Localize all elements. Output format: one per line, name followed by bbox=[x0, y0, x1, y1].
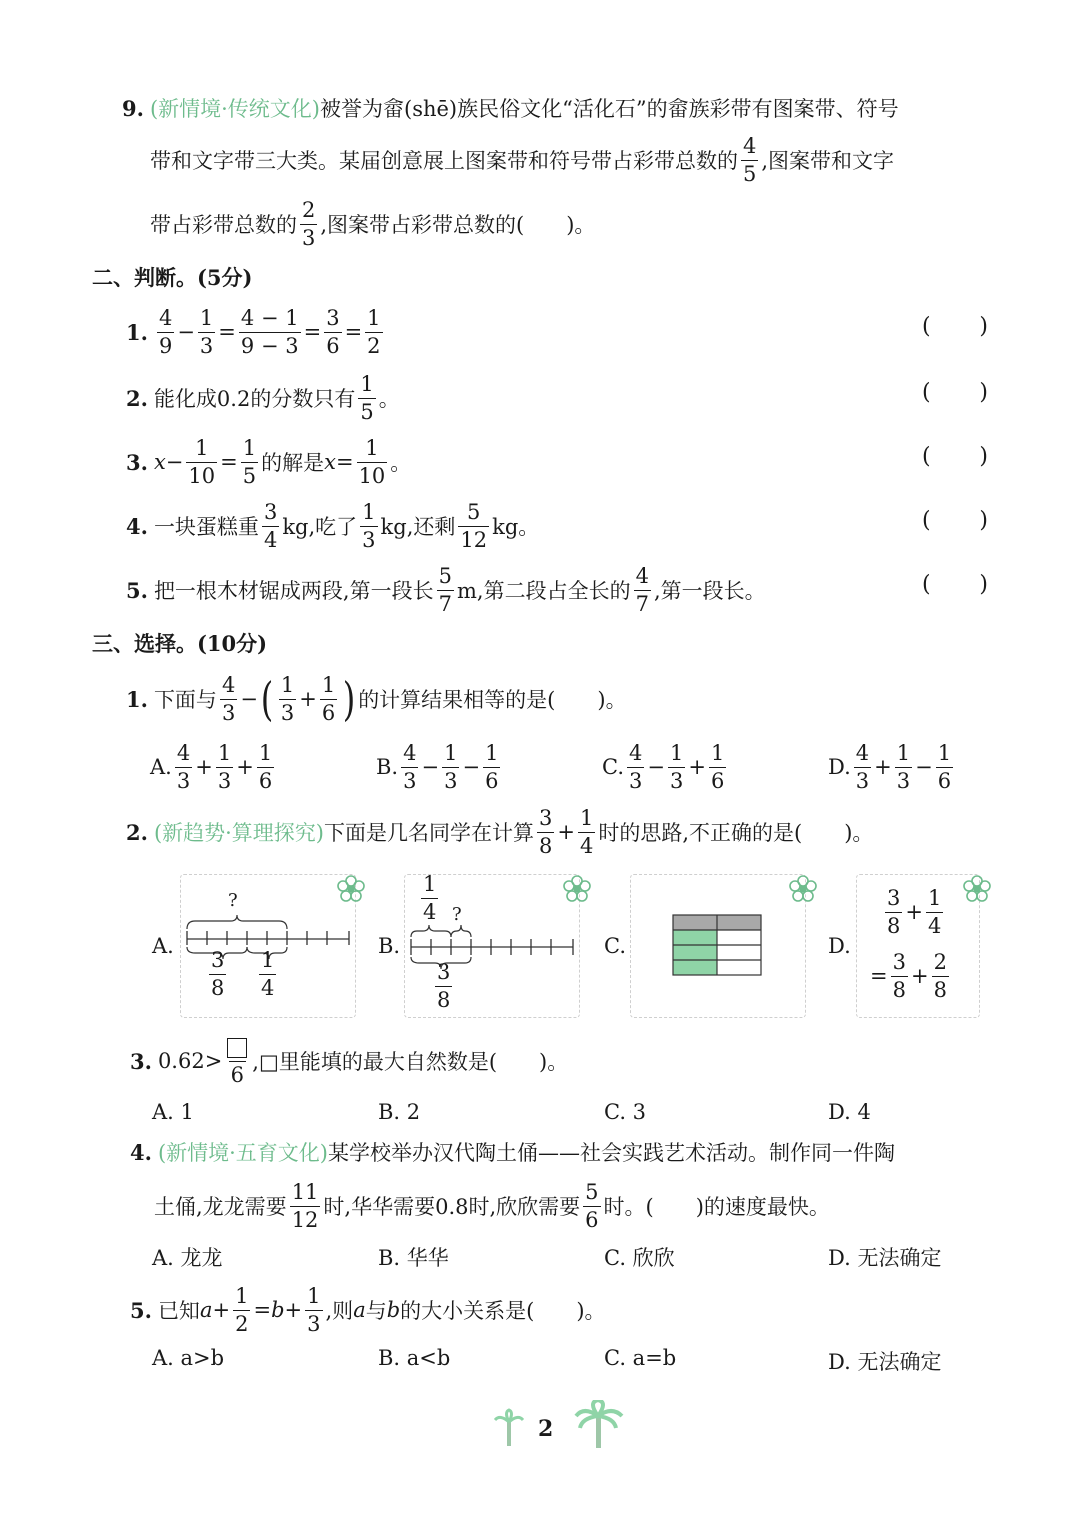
choice-4-line2 bbox=[154, 1178, 830, 1234]
judge-4-number: 4. bbox=[126, 513, 148, 539]
q9-line2 bbox=[150, 134, 894, 186]
choice-1-plus: + bbox=[299, 687, 317, 711]
judge-5-frac-b: $\frac{4}{7}$ bbox=[635, 563, 649, 616]
choice-1-frac-a: $\frac{4}{3}$ bbox=[221, 672, 236, 725]
choice-5-var-b: b bbox=[271, 1298, 285, 1322]
choice-3 bbox=[130, 1032, 568, 1090]
choice-2-frac-a: $\frac{3}{8}$ bbox=[539, 805, 553, 858]
choice-3-option-b[interactable]: B. 2 bbox=[378, 1100, 421, 1124]
section2-title: 二、判断。(5分) bbox=[92, 265, 253, 290]
choice-4-text-1: 某学校举办汉代陶土俑——社会实践艺术活动。制作同一件陶 bbox=[328, 1141, 895, 1165]
q9-text-2a: 带和文字带三大类。某届创意展上图案带和符号带占彩带总数的 bbox=[150, 149, 738, 173]
choice-2-frac-b: $\frac{1}{4}$ bbox=[579, 805, 594, 858]
choice-2-number: 2. bbox=[126, 819, 148, 845]
q9-number: 9. bbox=[122, 95, 144, 121]
choice-1-frac-b: $\frac{1}{3}$ bbox=[280, 672, 295, 725]
judge-3-var-x: x bbox=[153, 450, 166, 474]
judge-3-var-x2: x bbox=[324, 450, 336, 474]
option-b-frac-3-8: $\frac{3}{8}$ bbox=[437, 960, 451, 1012]
choice-2-option-c-box[interactable] bbox=[630, 874, 806, 1018]
q9-fraction-4-5: $\frac{4}{5}$ bbox=[743, 133, 757, 186]
judge-5-number: 5. bbox=[126, 577, 148, 603]
option-a-frac-3-8: $\frac{3}{8}$ bbox=[211, 948, 225, 1000]
judge-1-frac-b: $\frac{1}{3}$ bbox=[199, 305, 214, 358]
choice-2-label-c[interactable]: C. bbox=[604, 934, 626, 958]
judge-3-frac-a: $\frac{1}{10}$ bbox=[188, 435, 216, 488]
judge-3-number: 3. bbox=[126, 449, 148, 475]
palm-tree-icon bbox=[574, 1400, 624, 1450]
judge-2 bbox=[126, 370, 400, 426]
choice-3-number: 3. bbox=[130, 1048, 152, 1074]
choice-1-option-d[interactable]: D. $\frac{4}{3}$ + $\frac{1}{3}$ − $\frac{1}{6}$ bbox=[828, 740, 952, 793]
judge-3-minus: − bbox=[165, 450, 184, 474]
choice-4-frac-a: $\frac{11}{12}$ bbox=[291, 1179, 319, 1232]
choice-5-frac-b: $\frac{1}{3}$ bbox=[307, 1283, 321, 1336]
choice-2-plus: + bbox=[557, 820, 575, 844]
judge-3 bbox=[126, 434, 411, 490]
choice-2-label-a[interactable]: A. bbox=[152, 934, 174, 958]
choice-4-number: 4. bbox=[130, 1139, 152, 1165]
q9-text-3a: 带占彩带总数的 bbox=[150, 213, 297, 237]
q9-fraction-2-3: $\frac{2}{3}$ bbox=[302, 197, 316, 250]
choice-2-text-a: 下面是几名同学在计算 bbox=[324, 821, 534, 845]
judge-5-text-a: 把一根木材锯成两段,第一段长 bbox=[153, 579, 434, 603]
page-number: 2 bbox=[538, 1416, 554, 1442]
option-a-frac-1-4: $\frac{1}{4}$ bbox=[261, 948, 275, 1000]
judge-5 bbox=[126, 562, 766, 618]
choice-1-option-b[interactable]: B. $\frac{4}{3}$ − $\frac{1}{3}$ − $\frac{1}{6}$ bbox=[376, 740, 499, 793]
q9-text-1: 被誉为畲(shē)族民俗文化“活化石”的畲族彩带有图案带、符号 bbox=[320, 97, 899, 121]
q9-tag: (新情境·传统文化) bbox=[149, 97, 320, 121]
choice-5-frac-a: $\frac{1}{2}$ bbox=[235, 1283, 249, 1336]
choice-2 bbox=[126, 804, 873, 860]
judge-4 bbox=[126, 498, 539, 554]
judge-1-eq3: = bbox=[344, 320, 363, 344]
judge-3-frac-b: $\frac{1}{5}$ bbox=[242, 435, 257, 488]
choice-1-rparen: ) bbox=[342, 672, 356, 726]
q9-line3 bbox=[150, 198, 595, 250]
choice-5: 5. 已知 a + $\frac{1}{2}$ = b + $\frac{1}{3}$ ,则 a 与 b 的大小关系是( )。 bbox=[130, 1283, 606, 1336]
judge-5-text-b: m,第二段占全长的 bbox=[457, 579, 631, 603]
q9-text-2b: ,图案带和文字 bbox=[761, 149, 895, 173]
flower-icon bbox=[562, 874, 592, 904]
judge-4-text-a: 一块蛋糕重 bbox=[153, 515, 259, 539]
judge-1-answer-blank[interactable]: ( ) bbox=[922, 314, 988, 339]
judge-4-answer-blank[interactable]: ( ) bbox=[922, 508, 988, 533]
blank-square-icon bbox=[227, 1038, 247, 1058]
choice-5-text-a: 已知 bbox=[157, 1299, 200, 1323]
judge-2-answer-blank[interactable]: ( ) bbox=[922, 380, 988, 405]
option-d-line1: $\frac{3}{8}$ + $\frac{1}{4}$ bbox=[887, 885, 942, 938]
judge-1-eq1: = bbox=[218, 320, 236, 344]
judge-2-frac: $\frac{1}{5}$ bbox=[360, 371, 374, 424]
choice-4-line1 bbox=[130, 1136, 895, 1168]
choice-1-option-c[interactable]: C. $\frac{4}{3}$ − $\frac{1}{3}$ + $\frac{1}{6}$ bbox=[602, 740, 725, 793]
choice-3-text-b: ,□里能填的最大自然数是( )。 bbox=[252, 1050, 569, 1074]
palm-tree-icon bbox=[494, 1408, 524, 1448]
choice-4-option-a[interactable]: A. 龙龙 bbox=[152, 1246, 223, 1270]
judge-4-frac-b: $\frac{1}{3}$ bbox=[362, 499, 376, 552]
judge-1-number: 1. bbox=[126, 319, 148, 345]
choice-4-text-c: 时。( )的速度最快。 bbox=[603, 1195, 830, 1219]
judge-3-end: 。 bbox=[390, 451, 412, 475]
option-d-line2: = $\frac{3}{8}$ + $\frac{2}{8}$ bbox=[870, 949, 947, 1002]
flower-icon bbox=[336, 874, 366, 904]
choice-3-option-a[interactable]: A. 1 bbox=[152, 1100, 194, 1124]
choice-2-text-b: 时的思路,不正确的是( )。 bbox=[598, 821, 874, 845]
choice-1-number: 1. bbox=[126, 686, 148, 712]
judge-5-text-c: ,第一段长。 bbox=[653, 579, 766, 603]
q9-line1 bbox=[122, 92, 899, 124]
judge-1-frac-a: $\frac{4}{9}$ bbox=[158, 305, 173, 358]
choice-4-option-c[interactable]: C. 欣欣 bbox=[604, 1246, 675, 1270]
choice-3-frac-box: 6 bbox=[225, 1036, 249, 1086]
choice-4-text-b: 时,华华需要0.8时,欣欣需要 bbox=[323, 1195, 581, 1219]
option-b-question-mark: ? bbox=[452, 904, 462, 925]
choice-5-option-a[interactable]: A. a>b bbox=[152, 1346, 225, 1370]
judge-2-text-a: 能化成0.2的分数只有 bbox=[153, 387, 356, 411]
choice-5-option-c[interactable]: C. a=b bbox=[604, 1346, 677, 1370]
judge-5-frac-a: $\frac{5}{7}$ bbox=[438, 563, 452, 616]
q9-text-3b: ,图案带占彩带总数的( )。 bbox=[320, 213, 596, 237]
judge-2-text-b: 。 bbox=[378, 387, 400, 411]
choice-1-lparen: ( bbox=[260, 672, 274, 726]
option-b-frac-1-4: $\frac{1}{4}$ bbox=[423, 872, 437, 924]
judge-3-eq: = bbox=[220, 450, 238, 474]
choice-3-option-c[interactable]: C. 3 bbox=[604, 1100, 647, 1124]
judge-3-eq2: = bbox=[335, 450, 354, 474]
choice-1-frac-c: $\frac{1}{6}$ bbox=[321, 672, 336, 725]
judge-4-frac-a: $\frac{3}{4}$ bbox=[263, 499, 278, 552]
choice-1 bbox=[126, 670, 627, 728]
choice-3-option-d[interactable]: D. 4 bbox=[828, 1100, 871, 1124]
judge-5-answer-blank[interactable]: ( ) bbox=[922, 572, 988, 597]
option-c-grid-diagram bbox=[631, 875, 805, 1017]
judge-4-text-c: kg,还剩 bbox=[380, 515, 456, 539]
choice-1-text-b: 的计算结果相等的是( )。 bbox=[358, 688, 627, 712]
judge-1-frac-d: $\frac{3}{6}$ bbox=[326, 305, 340, 358]
choice-2-label-b[interactable]: B. bbox=[378, 934, 401, 958]
choice-5-option-d[interactable]: D. 无法确定 bbox=[828, 1350, 942, 1374]
judge-4-text-d: kg。 bbox=[492, 515, 540, 539]
choice-1-text-a: 下面与 bbox=[153, 688, 217, 712]
judge-1-eq2: = bbox=[303, 320, 322, 344]
choice-1-minus: − bbox=[240, 687, 258, 711]
judge-3-frac-c: $\frac{1}{10}$ bbox=[358, 435, 386, 488]
judge-1-frac-e: $\frac{1}{2}$ bbox=[367, 305, 381, 358]
judge-2-number: 2. bbox=[126, 385, 148, 411]
choice-4-option-d[interactable]: D. 无法确定 bbox=[828, 1246, 942, 1270]
flower-icon bbox=[788, 874, 818, 904]
choice-4-tag: (新情境·五育文化) bbox=[157, 1141, 328, 1165]
judge-4-text-b: kg,吃了 bbox=[282, 515, 358, 539]
choice-4-frac-b: $\frac{5}{6}$ bbox=[585, 1179, 599, 1232]
flower-icon bbox=[962, 874, 992, 904]
choice-5-number: 5. bbox=[130, 1297, 152, 1323]
judge-1-minus: − bbox=[177, 320, 195, 344]
choice-5-var-a: a bbox=[199, 1298, 213, 1322]
choice-3-text-a: 0.62> bbox=[157, 1049, 223, 1073]
judge-3-answer-blank[interactable]: ( ) bbox=[922, 444, 988, 469]
option-a-question-mark: ? bbox=[228, 890, 238, 911]
judge-1-frac-c: $\frac{4 - 1}{9 - 3}$ bbox=[240, 305, 299, 358]
judge-1 bbox=[126, 304, 386, 360]
choice-1-option-a[interactable]: A. $\frac{4}{3}$ + $\frac{1}{3}$ + $\frac{1}{6}$ bbox=[150, 740, 273, 793]
choice-2-label-d[interactable]: D. bbox=[828, 934, 851, 958]
choice-4-text-a: 土俑,龙龙需要 bbox=[154, 1195, 287, 1219]
choice-2-tag: (新趋势·算理探究) bbox=[153, 821, 324, 845]
judge-3-text: 的解是 bbox=[261, 451, 325, 475]
section3-title: 三、选择。(10分) bbox=[92, 631, 268, 656]
choice-5-option-b[interactable]: B. a<b bbox=[378, 1346, 451, 1370]
judge-4-frac-c: $\frac{5}{12}$ bbox=[460, 499, 488, 552]
choice-4-option-b[interactable]: B. 华华 bbox=[378, 1246, 449, 1270]
